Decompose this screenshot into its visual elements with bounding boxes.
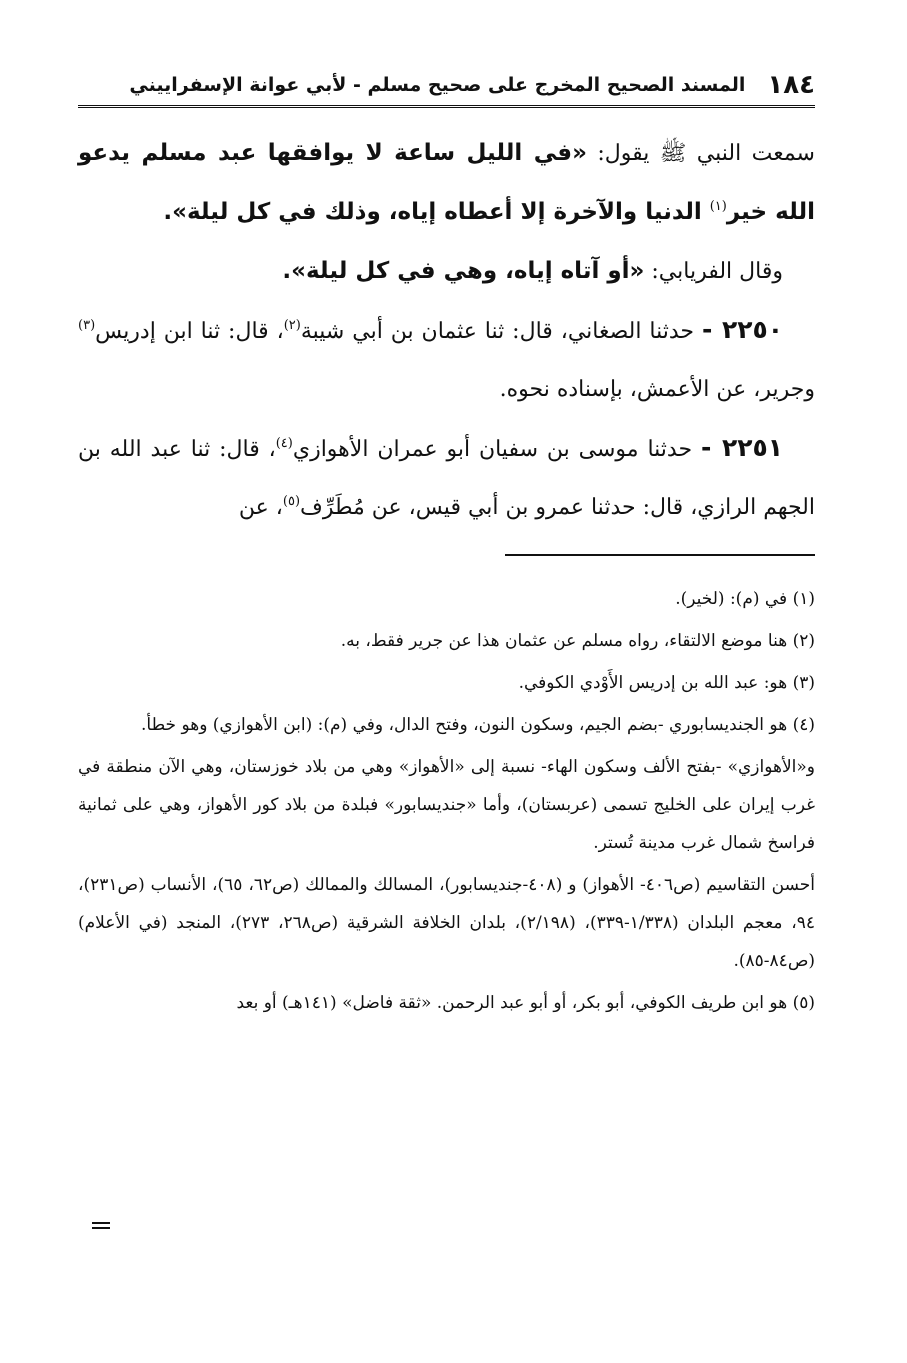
- faryabi-intro: وقال الفريابي:: [644, 259, 783, 284]
- footnote-3: (٣) هو: عبد الله بن إدريس الأَوْدي الكوفي.: [518, 673, 815, 693]
- hadith-2251-text-b: ، قال: ثنا عبد الله بن الجهم الرازي، قال: حدثنا عمرو بن أبي قيس، عن مُطَرِّف: [78, 437, 815, 520]
- footnote-5: (٥) هو ابن طريف الكوفي، أبو بكر، أو أبو عبد الرحمن. «ثقة فاضل» (١٤١هـ) أو بعد: [236, 993, 815, 1013]
- page-number: ١٨٤: [767, 69, 815, 100]
- footnote-4: (٤) هو الجنديسابوري -بضم الجيم، وسكون النون، وفتح الدال، وفي (م): (ابن الأهوازي) وهو خطأ.: [141, 715, 815, 735]
- footnote-4-continuation: و«الأهوازي» -بفتح الألف وسكون الهاء- نسبة إلى «الأهواز» وهي من بلاد خوزستان، وهي الآن منطقة في غرب إيران على الخليج تسمى (عربستان)، وأما «جنديسابور» فبلدة من بلاد كور الأهواز، وهي على ثمانية فراسخ شمال غرب مدينة تُستر.: [78, 757, 815, 853]
- paragraph-faryabi: [78, 242, 815, 301]
- narration-intro: سمعت النبي ﷺ يقول:: [586, 141, 815, 166]
- footnote-ref-5[interactable]: (٥): [282, 494, 301, 509]
- hadith-2250-text-b: ، قال: ثنا ابن إدريس: [95, 319, 284, 344]
- hadith-quote-part2: الدنيا والآخرة إلا أعطاه إياه، وذلك في كل ليلة».: [163, 199, 710, 225]
- footnote-ref-4[interactable]: (٤): [275, 436, 293, 451]
- footnote-ref-1[interactable]: (١): [709, 199, 727, 214]
- paragraph-hadith-text: [78, 124, 815, 242]
- footnote-ref-3[interactable]: (٣): [78, 318, 96, 333]
- continuation-mark: [92, 1222, 110, 1229]
- hadith-2251: [78, 419, 815, 537]
- page-header: [78, 64, 815, 108]
- footnote-2: (٢) هنا موضع الالتقاء، رواه مسلم عن عثمان هذا عن جرير فقط، به.: [340, 631, 815, 651]
- hadith-2250-text-a: حدثنا الصغاني، قال: ثنا عثمان بن أبي شيبة: [300, 319, 702, 344]
- hadith-number-2250: ٢٢٥٠ -: [701, 315, 783, 344]
- hadith-2250-text-c: وجرير، عن الأعمش، بإسناده نحوه.: [499, 377, 815, 402]
- hadith-2251-text-c: ، عن: [238, 495, 283, 520]
- hadith-2250: [78, 301, 815, 419]
- hadith-quote-part1: «في الليل ساعة لا يوافقها عبد مسلم يدعو الله خير: [78, 140, 815, 225]
- footnotes: [78, 580, 815, 1026]
- footnote-separator: [505, 554, 815, 556]
- footnote-4-sources: أحسن التقاسيم (ص٤٠٦- الأهواز) و (٤٠٨-جنديسابور)، المسالك والممالك (ص٦٢، ٦٥)، الأنساب (ص٢٣١)، ٩٤، معجم البلدان (١/٣٣٨-٣٣٩)، (٢/١٩٨)، بلدان الخلافة الشرقية (ص٢٦٨، ٢٧٣)، المنجد (في الأعلام) (ص٨٤-٨٥).: [78, 875, 816, 971]
- footnote-ref-2[interactable]: (٢): [283, 318, 301, 333]
- running-title: المسند الصحيح المخرج على صحيح مسلم - لأبي عوانة الإسفراييني: [129, 73, 746, 96]
- hadith-number-2251: ٢٢٥١ -: [700, 433, 783, 462]
- main-text: [78, 124, 815, 537]
- faryabi-quote: «أو آتاه إياه، وهي في كل ليلة».: [282, 258, 645, 284]
- hadith-2251-text-a: حدثنا موسى بن سفيان أبو عمران الأهوازي: [292, 437, 701, 462]
- footnote-1: (١) في (م): (لخير).: [675, 589, 815, 609]
